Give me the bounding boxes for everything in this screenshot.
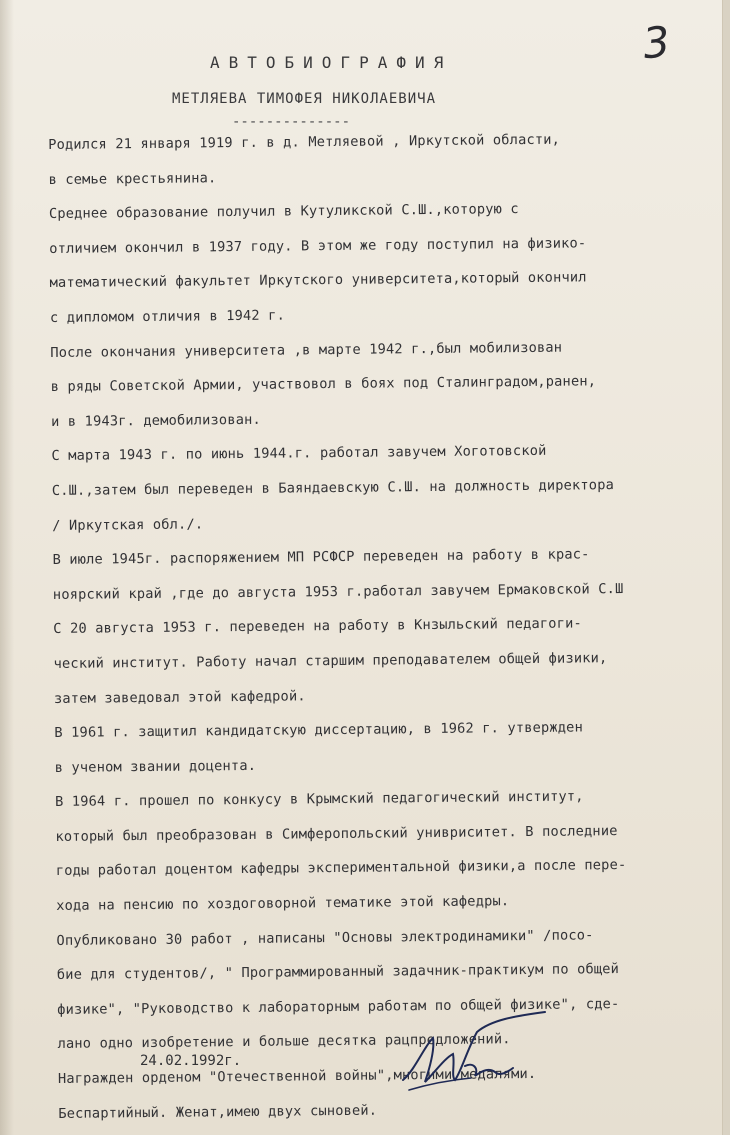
text-line: хода на пенсию по хоздоговорной тематике этой кафедры. xyxy=(56,893,510,915)
autobiography-body xyxy=(48,121,728,1131)
text-line: в ученом звании доцента. xyxy=(54,757,257,776)
text-line: В 1961 г. защитил кандидатскую диссертацию, в 1962 г. утвержден xyxy=(54,719,584,742)
text-line: в ряды Советской Армии, участвовол в боях под Сталинградом,ранен, xyxy=(50,373,597,396)
text-line: С.Ш.,затем был переведен в Баяндаевскую С.Ш. на должность директора xyxy=(51,477,615,499)
text-line: / Иркутская обл./. xyxy=(52,515,204,534)
text-line: С 20 августа 1953 г. переведен на работу в Кнзыльский педагоги- xyxy=(53,615,582,638)
page-edge-shadow xyxy=(0,0,14,1135)
text-line: В 1964 г. прошел по конкусу в Крымский педагогический институт, xyxy=(54,788,584,811)
document-date: 24.02.1992г. xyxy=(140,1053,242,1069)
text-line: ческий институт. Работу начал старшим преподавателем общей физики, xyxy=(53,650,608,672)
text-line: Опубликовано 30 работ , написаны "Основы электродинамики" /посо- xyxy=(56,926,594,949)
text-line: После окончания университета ,в марте 1942 г.,был мобилизован xyxy=(50,339,563,361)
text-line: В июле 1945г. распоряжением МП РСФСР переведен на работу в крас- xyxy=(52,546,590,569)
handwritten-signature xyxy=(395,1010,555,1110)
text-line: отличием окончил в 1937 году. В этом же году поступил на физико- xyxy=(49,235,587,257)
text-line: Родился 21 января 1919 г. в д. Метляевой , Иркутской области, xyxy=(48,131,561,153)
handwritten-page-number: 3 xyxy=(640,16,673,69)
text-line: лано одно изобретение и больше десятка рацпредложений. xyxy=(57,1031,511,1053)
text-line: затем заведовал этой кафедрой. xyxy=(53,687,306,707)
text-line: Среднее образование получил в Кутуликской С.Ш.,которую с xyxy=(48,201,519,223)
text-line: в семье крестьянина. xyxy=(48,169,217,188)
text-line: который был преобразован в Симферопольский унивриситет. В последние xyxy=(55,822,618,845)
text-line: Награжден орденом "Отечественной войны",многими медалями. xyxy=(57,1065,537,1087)
document-subtitle: МЕТЛЯЕВА ТИМОФЕЯ НИКОЛАЕВИЧА xyxy=(172,91,437,107)
text-line: физике", "Руководство к лабораторным работам по общей физике", сде- xyxy=(57,995,620,1018)
text-line: с дипломом отличия в 1942 г. xyxy=(49,307,285,326)
text-line: математический факультет Иркутского университета,который окончил xyxy=(49,269,587,292)
text-line: С марта 1943 г. по июнь 1944.г. работал завучем Хоготовской xyxy=(51,443,547,465)
document-title: АВТОБИОГРАФИЯ xyxy=(210,53,453,72)
text-line: ноярский край ,где до августа 1953 г.работал завучем Ермаковской С.Ш xyxy=(52,580,624,603)
text-line: Беспартийный. Женат,имею двух сыновей. xyxy=(58,1102,378,1122)
text-line: годы работал доцентом кафедры экспериментальной физики,а после пере- xyxy=(55,857,627,880)
text-line: бие для студентов/, " Программированный задачник-практикум по общей xyxy=(56,961,620,984)
text-line: и в 1943г. демобилизован. xyxy=(50,411,261,430)
subtitle-underline: -------------- xyxy=(232,114,351,130)
